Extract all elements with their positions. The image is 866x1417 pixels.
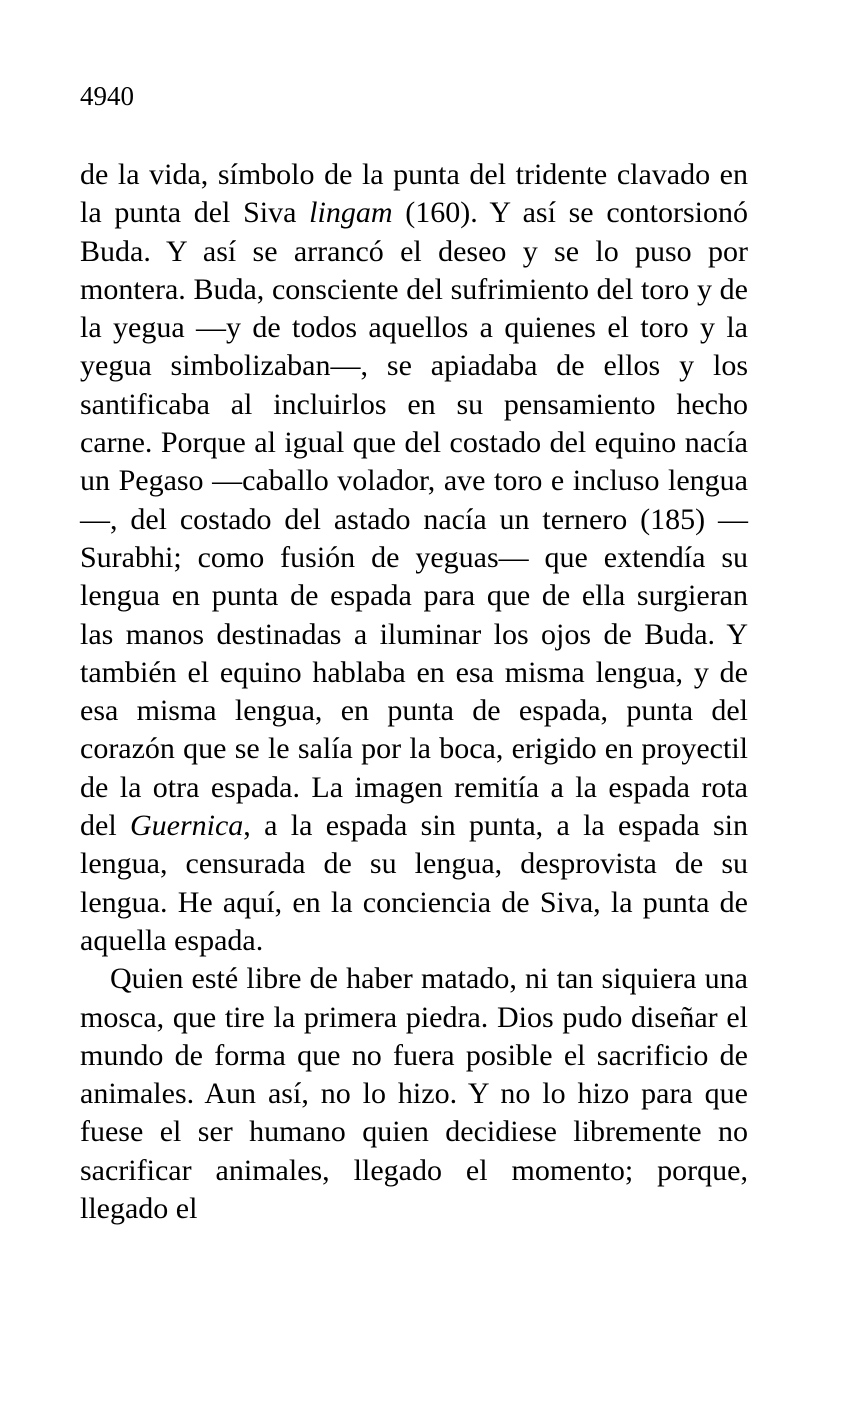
paragraph-1-text-b: (160). Y así se contorsionó Buda. Y así se arrancó el deseo y se lo puso por montera. Buda, consciente del sufrimiento del toro y de la yegua —y de todos aquellos a quienes el toro y la yegua simbolizaban—, se apiadaba de ellos y los santificaba al incluirlos en su pensamiento hecho carne. Porque al igual que del costado del equino nacía un Pegaso —caballo volador, ave toro e incluso lengua—, del costado del astado nacía un ternero (185) —Surabhi; como fusión de yeguas— que extendía su lengua en punta de espada para que de ella surgieran las manos destinadas a iluminar los ojos de Buda. Y también el equino hablaba en esa misma lengua, y de esa misma lengua, en punta de espada, punta del corazón que se le salía por la boca, erigido en proyectil de la otra espada. La imagen remitía a la espada rota del [80,196,748,843]
paragraph-1-text-c: , a la espada sin punta, a la espada sin lengua, censurada de su lengua, desprovista de su lengua. He aquí, en la conciencia de Siva, la punta de aquella espada. [80,809,749,957]
paragraph-1 [80,156,748,960]
italic-term-guernica: Guernica [129,809,244,843]
paragraph-2: Quien esté libre de haber matado, ni tan siquiera una mosca, que tire la primera piedra. Dios pudo diseñar el mundo de forma que no fuera posible el sacrificio de animales. Aun así, no lo hizo. Y no lo hizo para que fuese el ser humano quien decidiese libremente no sacrificar animales, llegado el momento; porque, llegado el [80,962,748,1226]
page-number: 4940 [80,81,134,111]
body-text [80,156,748,1228]
italic-term-lingam: lingam [309,196,393,230]
paragraph-1-text-a: de la vida, símbolo de la punta del tridente clavado en la punta del Siva [80,158,748,230]
